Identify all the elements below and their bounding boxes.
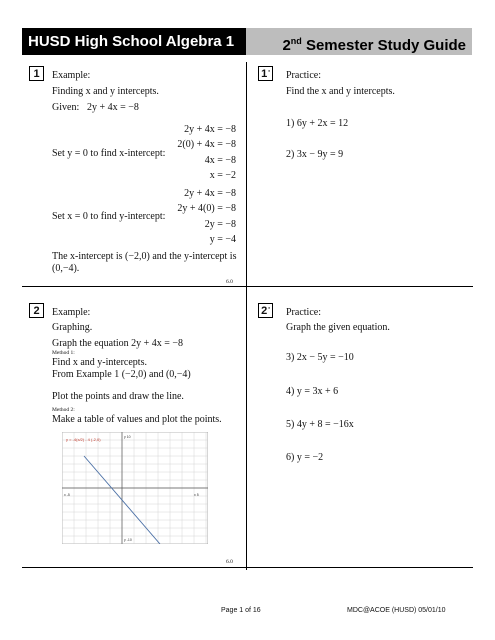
y-step-4: y = −4	[209, 234, 236, 245]
graph-legend: y = -4(x/2) - 4 (-2,0)	[66, 437, 101, 442]
y-step-1: 2y + 4x = −8	[184, 188, 236, 199]
coordinate-graph	[62, 432, 208, 544]
conclusion-line-1: The x-intercept is (−2,0) and the y-intercept is	[52, 251, 237, 262]
header-left-title	[22, 28, 246, 55]
practice-problem-6: 6) y = −2	[286, 452, 324, 463]
method1-title: Find x and y-intercepts.	[52, 357, 147, 368]
graph-equation-text: Graph the equation 2y + 4x = −8	[52, 338, 184, 349]
practice-instruction-1: Find the x and y intercepts.	[286, 86, 395, 97]
standard-label-1: 6.0	[226, 279, 233, 285]
example-intro-2: Graphing.	[52, 322, 93, 333]
conclusion-line-2: (0,−4).	[52, 263, 80, 274]
practice-heading-2: Practice:	[286, 307, 321, 318]
graph-ymax: y 10	[124, 435, 131, 439]
section-divider-1	[22, 286, 473, 287]
example-heading-1: Example:	[52, 70, 91, 81]
x-intercept-step-label: Set y = 0 to find x-intercept:	[52, 148, 166, 159]
section-divider-2	[22, 567, 473, 568]
practice-number-2: 2 '	[258, 303, 273, 318]
given-label: Given:	[52, 102, 80, 113]
title-ordinal-suffix: nd	[290, 36, 302, 46]
x-step-3: 4x = −8	[204, 155, 236, 166]
footer-credit: MDC@ACOE (HUSD) 05/01/10	[347, 607, 446, 614]
method2-title: Make a table of values and plot the points.	[52, 414, 222, 425]
header-right-title	[246, 28, 472, 55]
graph-ymin: y -10	[124, 538, 132, 542]
method2-label: Method 2:	[52, 407, 75, 413]
graph-xmin: x -5	[64, 493, 70, 497]
section-number-1: 1	[29, 66, 44, 81]
method1-label: Method 1:	[52, 350, 75, 356]
y-step-2: 2y + 4(0) = −8	[177, 203, 236, 214]
plot-instruction: Plot the points and draw the line.	[52, 391, 184, 402]
example-heading-2: Example:	[52, 307, 91, 318]
practice-heading-1: Practice:	[286, 70, 321, 81]
page-number: Page 1 of 16	[221, 607, 261, 614]
given-equation: 2y + 4x = −8	[87, 102, 139, 113]
y-step-3: 2y = −8	[204, 219, 236, 230]
practice-problem-1: 1) 6y + 2x = 12	[286, 118, 349, 129]
practice-problem-2: 2) 3x − 9y = 9	[286, 149, 344, 160]
graph-xmax: x 5	[194, 493, 199, 497]
standard-label-2: 6.0	[226, 559, 233, 565]
title-text: Semester Study Guide	[301, 37, 466, 54]
title-ordinal: 2	[282, 37, 291, 54]
x-step-1: 2y + 4x = −8	[184, 124, 236, 135]
doc-title: HUSD High School Algebra 1	[28, 33, 235, 50]
x-step-2: 2(0) + 4x = −8	[177, 139, 236, 150]
y-intercept-step-label: Set x = 0 to find y-intercept:	[52, 211, 166, 222]
practice-number-1: 1 '	[258, 66, 273, 81]
method1-detail: From Example 1 (−2,0) and (0,−4)	[52, 369, 191, 380]
example-intro-1: Finding x and y intercepts.	[52, 86, 159, 97]
practice-problem-3: 3) 2x − 5y = −10	[286, 352, 354, 363]
x-step-4: x = −2	[209, 170, 236, 181]
practice-instruction-2: Graph the given equation.	[286, 322, 390, 333]
practice-problem-5: 5) 4y + 8 = −16x	[286, 419, 354, 430]
section-number-2: 2	[29, 303, 44, 318]
practice-problem-4: 4) y = 3x + 6	[286, 386, 339, 397]
column-divider	[246, 62, 247, 570]
